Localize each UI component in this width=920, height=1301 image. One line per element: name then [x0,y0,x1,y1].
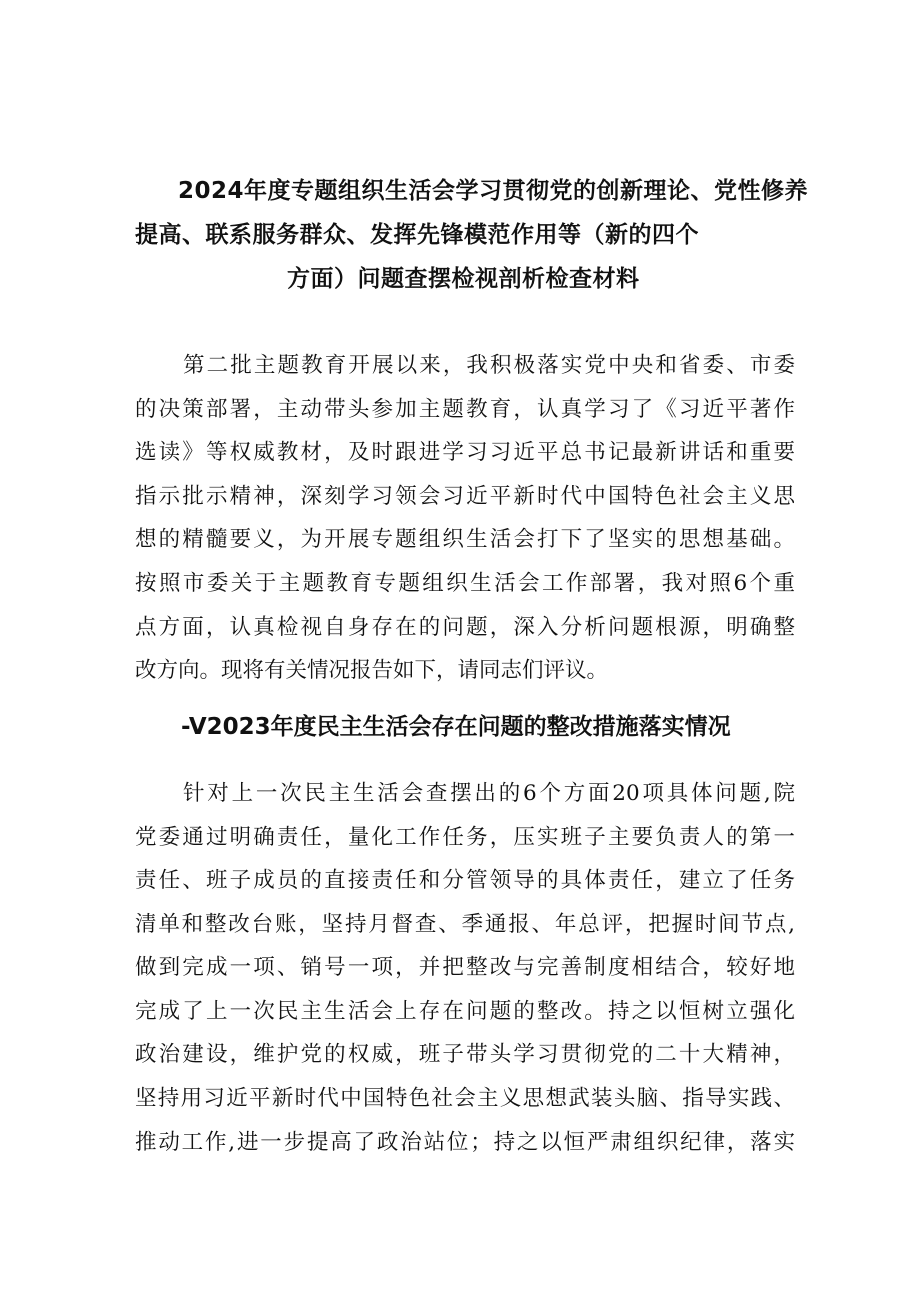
intro-paragraph-line: 指示批示精神，深刻学习领会习近平新时代中国特色社会主义思 [135,484,795,509]
intro-paragraph-line: 想的精髓要义，为开展专题组织生活会打下了坚实的思想基础。 [135,527,795,552]
intro-paragraph-line: 点方面，认真检视自身存在的问题，深入分析问题根源，明确整 [135,615,795,640]
intro-paragraph-line: 改方向。现将有关情况报告如下，请同志们评议。 [135,658,609,683]
section-paragraph-line: 做到完成一项、销号一项，并把整改与完善制度相结合，较好地 [135,955,795,980]
section-paragraph-line: 责任、班子成员的直接责任和分管领导的具体责任，建立了任务 [135,868,795,893]
section-paragraph-line: 完成了上一次民主生活会上存在问题的整改。持之以恒树立强化 [135,999,795,1024]
section-paragraph-line: 政治建设，维护党的权威，班子带头学习贯彻党的二十大精神， [135,1042,795,1067]
section-paragraph-line: 党委通过明确责任，量化工作任务，压实班子主要负责人的第一 [135,825,795,850]
section-paragraph-line: 清单和整改台账，坚持月督查、季通报、年总评，把握时间节点, [135,912,795,937]
section-heading: -V2023年度民主生活会存在问题的整改措施落实情况 [181,714,731,740]
document-title-line-1: 2024年度专题组织生活会学习贯彻党的创新理论、党性修养 [178,178,809,204]
intro-paragraph-line: 按照市委关于主题教育专题组织生活会工作部署，我对照6个重 [135,571,795,596]
section-paragraph-line: 针对上一次民主生活会查摆出的6个方面20项具体问题,院 [183,781,795,806]
section-paragraph-line: 坚持用习近平新时代中国特色社会主义思想武装头脑、指导实践、 [135,1086,795,1111]
document-title-line-3: 方面）问题查摆检视剖析检查材料 [287,266,640,292]
intro-paragraph-line: 的决策部署，主动带头参加主题教育，认真学习了《习近平著作 [135,397,795,422]
document-title-line-2: 提高、联系服务群众、发挥先锋模范作用等（新的四个 [135,222,699,248]
section-paragraph-line: 推动工作,进一步提高了政治站位；持之以恒严肃组织纪律，落实 [135,1130,795,1155]
intro-paragraph-line: 选读》等权威教材，及时跟进学习习近平总书记最新讲话和重要 [135,440,795,465]
intro-paragraph-line: 第二批主题教育开展以来，我积极落实党中央和省委、市委 [183,353,795,378]
